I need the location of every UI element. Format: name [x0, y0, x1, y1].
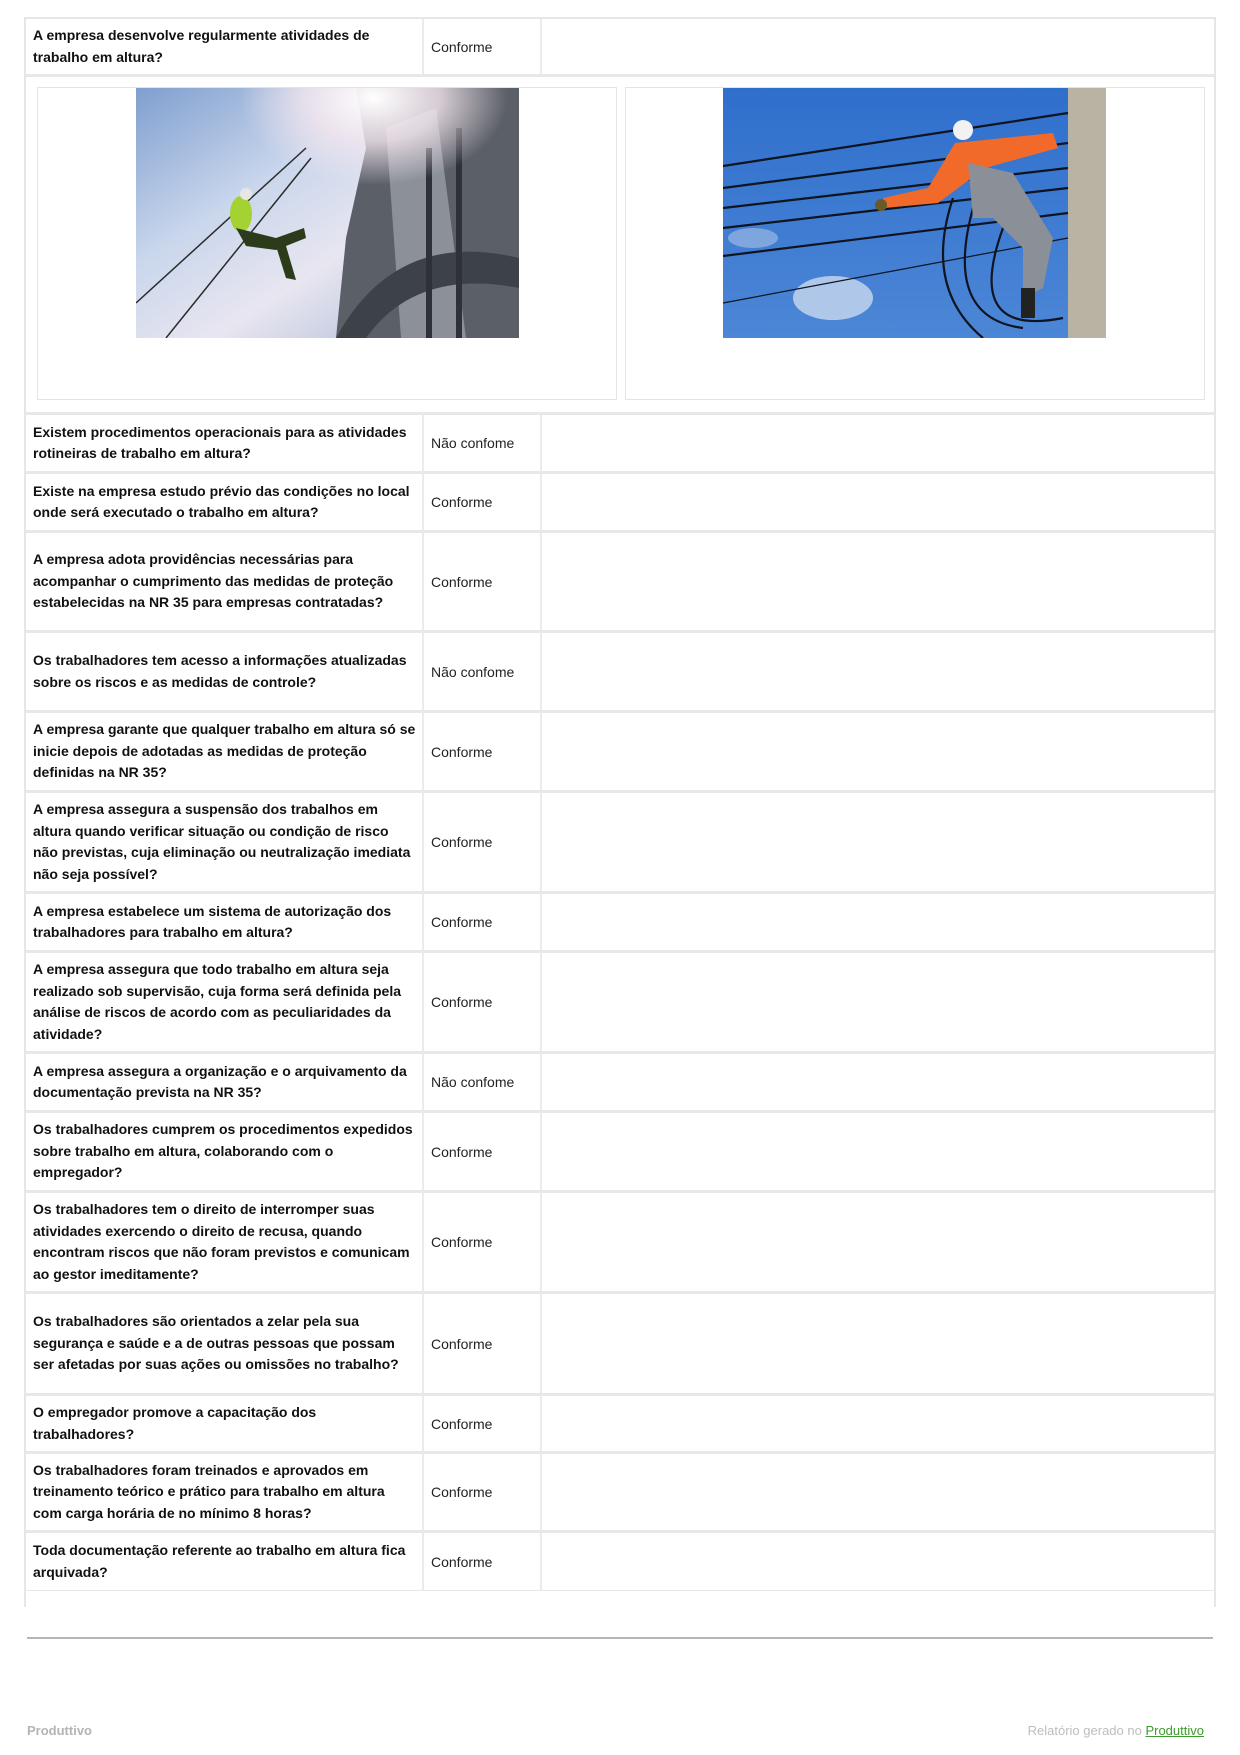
table-row — [26, 19, 1214, 77]
table-row — [26, 633, 1214, 713]
table-row — [26, 533, 1214, 633]
comment-cell — [542, 1454, 1214, 1530]
answer-cell: Conforme — [424, 1193, 542, 1291]
table-row — [26, 1193, 1214, 1294]
answer-cell: Conforme — [424, 953, 542, 1051]
rope-access-photo-icon — [136, 88, 519, 338]
answer-cell: Conforme — [424, 19, 542, 74]
comment-cell — [542, 533, 1214, 630]
question-cell: Os trabalhadores foram treinados e aprovados em treinamento teórico e prático para trabalho em altura com carga horária de no mínimo 8 horas? — [26, 1454, 424, 1530]
answer-cell: Conforme — [424, 1533, 542, 1590]
comment-cell — [542, 474, 1214, 530]
answer-cell: Conforme — [424, 474, 542, 530]
question-cell: Existe na empresa estudo prévio das condições no local onde será executado o trabalho em altura? — [26, 474, 424, 530]
question-cell: Os trabalhadores tem acesso a informações atualizadas sobre os riscos e as medidas de controle? — [26, 633, 424, 710]
table-row — [26, 713, 1214, 793]
table-row — [26, 793, 1214, 894]
answer-cell: Não confome — [424, 633, 542, 710]
answer-cell: Não confome — [424, 415, 542, 471]
comment-cell — [542, 1533, 1214, 1590]
table-row — [26, 1294, 1214, 1396]
comment-cell — [542, 1396, 1214, 1451]
comment-cell — [542, 894, 1214, 950]
question-cell: A empresa assegura que todo trabalho em altura seja realizado sob supervisão, cuja forma será definida pela análise de riscos de acordo com as peculiaridades da atividade? — [26, 953, 424, 1051]
question-cell: Os trabalhadores cumprem os procedimentos expedidos sobre trabalho em altura, colaborando com o empregador? — [26, 1113, 424, 1190]
answer-cell: Conforme — [424, 1454, 542, 1530]
answer-cell: Conforme — [424, 1113, 542, 1190]
table-row — [26, 953, 1214, 1054]
question-cell: Os trabalhadores tem o direito de interromper suas atividades exercendo o direito de recusa, quando encontram riscos que não foram previstos e comunicam ao gestor imeditamente? — [26, 1193, 424, 1291]
question-cell: Toda documentação referente ao trabalho em altura fica arquivada? — [26, 1533, 424, 1590]
photo-panel[interactable] — [625, 87, 1205, 400]
answer-cell: Conforme — [424, 1294, 542, 1393]
comment-cell — [542, 793, 1214, 891]
question-cell: Os trabalhadores são orientados a zelar pela sua segurança e saúde e a de outras pessoas que possam ser afetadas por suas ações ou omissões no trabalho? — [26, 1294, 424, 1393]
answer-cell: Conforme — [424, 713, 542, 790]
table-row — [26, 1396, 1214, 1454]
comment-cell — [542, 713, 1214, 790]
comment-cell — [542, 1193, 1214, 1291]
question-cell: A empresa assegura a organização e o arquivamento da documentação prevista na NR 35? — [26, 1054, 424, 1110]
footer-produttivo-link[interactable]: Produttivo — [1145, 1723, 1204, 1738]
question-cell: A empresa garante que qualquer trabalho em altura só se inicie depois de adotadas as medidas de proteção definidas na NR 35? — [26, 713, 424, 790]
question-cell: A empresa estabelece um sistema de autorização dos trabalhadores para trabalho em altura? — [26, 894, 424, 950]
footer-divider — [27, 1637, 1213, 1639]
comment-cell — [542, 1113, 1214, 1190]
question-cell: A empresa desenvolve regularmente atividades de trabalho em altura? — [26, 19, 424, 74]
table-row — [26, 415, 1214, 474]
footer-generated-prefix: Relatório gerado no — [1027, 1723, 1146, 1738]
table-row — [26, 1533, 1214, 1591]
footer-brand: Produttivo — [27, 1723, 92, 1738]
comment-cell — [542, 1294, 1214, 1393]
photo-attachments-row — [26, 77, 1214, 415]
checklist-report — [24, 17, 1216, 1607]
comment-cell — [542, 1054, 1214, 1110]
comment-cell — [542, 953, 1214, 1051]
photo-lineman-on-pole[interactable] — [723, 88, 1106, 338]
table-row — [26, 1113, 1214, 1193]
question-cell: Existem procedimentos operacionais para as atividades rotineiras de trabalho em altura? — [26, 415, 424, 471]
question-cell: A empresa adota providências necessárias para acompanhar o cumprimento das medidas de proteção estabelecidas na NR 35 para empresas contratadas? — [26, 533, 424, 630]
question-cell: O empregador promove a capacitação dos trabalhadores? — [26, 1396, 424, 1451]
footer-generated-by — [1028, 1723, 1204, 1738]
question-cell: A empresa assegura a suspensão dos trabalhos em altura quando verificar situação ou condição de risco não previstas, cuja eliminação ou neutralização imediata não seja possível? — [26, 793, 424, 891]
lineman-photo-icon — [723, 88, 1106, 338]
photo-rope-access-worker[interactable] — [136, 88, 519, 338]
answer-cell: Conforme — [424, 793, 542, 891]
comment-cell — [542, 19, 1214, 74]
photo-panel[interactable] — [37, 87, 617, 400]
table-row — [26, 894, 1214, 953]
answer-cell: Não confome — [424, 1054, 542, 1110]
table-bottom-spacer — [26, 1591, 1214, 1607]
table-row — [26, 1054, 1214, 1113]
table-row — [26, 474, 1214, 533]
comment-cell — [542, 633, 1214, 710]
answer-cell: Conforme — [424, 533, 542, 630]
answer-cell: Conforme — [424, 1396, 542, 1451]
table-row — [26, 1454, 1214, 1533]
checklist-table — [24, 17, 1216, 1607]
comment-cell — [542, 415, 1214, 471]
answer-cell: Conforme — [424, 894, 542, 950]
